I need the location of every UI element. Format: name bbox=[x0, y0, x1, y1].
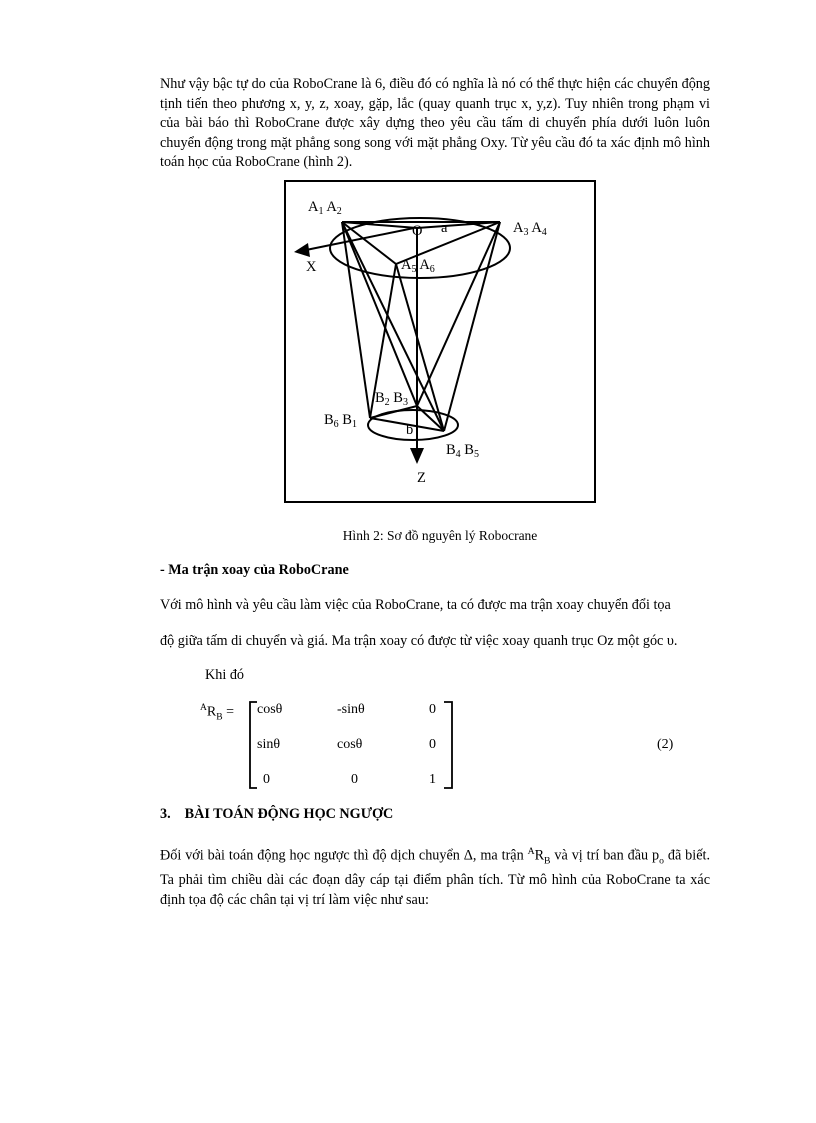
rotation-line-2: độ giữa tấm di chuyển và giá. Ma trận xoay có được từ việc xoay quanh trục Oz một góc υ. bbox=[160, 633, 678, 649]
matrix-cell-r0c0: cosθ bbox=[257, 702, 283, 717]
label-length-a: a bbox=[441, 220, 448, 236]
robocrane-diagram bbox=[286, 182, 594, 501]
section-heading-rotation: - Ma trận xoay của RoboCrane bbox=[160, 562, 349, 578]
cable bbox=[342, 222, 417, 406]
intro-paragraph: Như vậy bậc tự do của RoboCrane là 6, điều đó có nghĩa là nó có thể thực hiện các chuyển động tịnh tiến theo phương x, y, z, xoay, gặp, lắc (quay quanh trục x, y,z). Tuy nhiên trong phạm vi của bài báo thì RoboCrane được xây dựng theo yêu cầu tấm di chuyển phía dưới luôn luôn chuyển động trong mặt phẳng song song với mặt phẳng Oxy. Từ yêu cầu đó ta xác định mô hình toán học của RoboCrane (hình 2). bbox=[160, 76, 710, 170]
label-origin: O bbox=[412, 223, 423, 239]
bottom-triangle-edge bbox=[370, 406, 417, 418]
matrix-cell-r2c0: 0 bbox=[263, 772, 270, 787]
x-axis-arrowhead bbox=[294, 243, 310, 257]
khi-do-text: Khi đó bbox=[205, 667, 245, 683]
matrix-right-bracket bbox=[444, 702, 452, 788]
z-axis-arrowhead bbox=[410, 448, 424, 464]
rotation-line-1: Với mô hình và yêu cầu làm việc của RoboCrane, ta có được ma trận xoay chuyển đổi tọa bbox=[160, 597, 671, 613]
matrix-cell-r1c2: 0 bbox=[429, 737, 436, 752]
label-a5-a6: $A_5$ $A_6$ bbox=[401, 257, 435, 275]
label-b6-b1: $B_6$ $B_1$ bbox=[324, 412, 357, 430]
matrix-cell-r0c2: 0 bbox=[429, 702, 436, 717]
matrix-cell-r2c1: 0 bbox=[351, 772, 358, 787]
section3-paragraph: Đối với bài toán động học ngược thì độ dịch chuyển Δ, ma trận $^AR_B$ và vị trí ban đầu $p_o$ đã biết. Ta phải tìm chiều dài các đoạn dây cáp tại điểm phân tích. Từ mô hình của RoboCrane ta xác định tọa độ các chân tại vị trí làm việc như sau: bbox=[160, 846, 710, 908]
figure-caption: Hình 2: Sơ đồ nguyên lý Robocrane bbox=[342, 528, 538, 543]
section3-heading: 3. BÀI TOÁN ĐỘNG HỌC NGƯỢC bbox=[160, 806, 394, 822]
matrix-cell-r0c1: -sinθ bbox=[337, 702, 365, 717]
x-axis-line bbox=[306, 228, 414, 250]
label-length-b: b bbox=[406, 422, 414, 438]
label-a3-a4: $A_3$ $A_4$ bbox=[513, 220, 547, 238]
matrix-cell-r1c1: cosθ bbox=[337, 737, 363, 752]
matrix-cell-r2c2: 1 bbox=[429, 772, 436, 787]
label-b4-b5: $B_4$ $B_5$ bbox=[446, 442, 479, 460]
label-z-axis: Z bbox=[417, 470, 426, 486]
label-a1-a2: $A_1$ $A_2$ bbox=[308, 199, 342, 217]
label-x-axis: X bbox=[306, 259, 317, 275]
equation-number: (2) bbox=[657, 737, 674, 752]
figure-box bbox=[284, 180, 596, 503]
matrix-left-bracket bbox=[250, 702, 257, 788]
matrix-cell-r1c0: sinθ bbox=[257, 737, 281, 752]
matrix-lhs: $^AR_B$ = bbox=[200, 703, 234, 723]
label-b2-b3: $B_2$ $B_3$ bbox=[375, 390, 408, 408]
